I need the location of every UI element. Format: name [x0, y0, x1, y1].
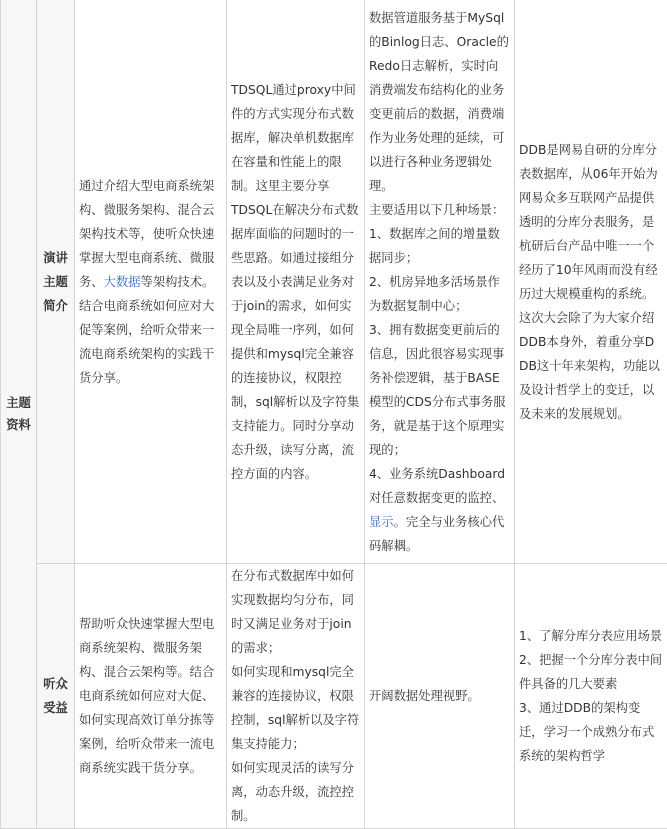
- paragraph: 3、通过DDB的架构变迁，学习一个成熟分布式系统的架构哲学: [519, 696, 663, 768]
- table-row-intro: [1, 0, 667, 564]
- big-data-link[interactable]: 大数据: [104, 275, 141, 289]
- paragraph: 数据管道服务基于MySql的Binlog日志、Oracle的Redo日志解析，实时向消费端发布结构化的业务变更前后的数据，消费端作为业务处理的延续，可以进行各种业务逻辑处理。: [369, 6, 510, 198]
- section-label-cell: [1, 0, 37, 829]
- paragraph: TDSQL在解决分布式数据库面临的问题时的一些思路。如通过接组分表以及小表满足业务对于join的需求，如何实现全局唯一序列，如何提供和mysql完全兼容的连接协议，权限控制，sql解析以及字符集支持能力。同时分享动态升级，读写分离，流控方面的内容。: [231, 198, 360, 486]
- intro-cell-ddb: [515, 0, 667, 564]
- text: 等架构技术。: [141, 275, 215, 289]
- paragraph: 在分布式数据库中如何实现数据均匀分布，同时又满足业务对于join的需求；: [231, 564, 360, 660]
- paragraph: 如何实现灵活的读写分离，动态升级，流控控制。: [231, 756, 360, 828]
- row-label-cell: [37, 564, 75, 829]
- table-row-benefits: [1, 564, 667, 829]
- text: 4、业务系统Dashboard对任意数据变更的监控、: [369, 467, 505, 505]
- intro-cell-data-pipeline: [365, 0, 515, 564]
- benefit-cell-data-pipeline: [365, 564, 515, 829]
- intro-cell-ecommerce: [75, 0, 227, 564]
- paragraph: 结合电商系统如何应对大促等案例，给听众带来一流电商系统架构的实践干货分享。: [79, 294, 222, 390]
- paragraph: [369, 462, 510, 558]
- text: 。完全与业务核心代码解耦。: [369, 515, 504, 553]
- paragraph: 1、数据库之间的增量数据同步；: [369, 222, 510, 270]
- row-label-cell: [37, 0, 75, 564]
- benefit-cell-ddb: [515, 564, 667, 829]
- paragraph: 帮助听众快速掌握大型电商系统架构、微服务架构、混合云架构等。结合电商系统如何应对大促、如何实现高效订单分拣等案例，给听众带来一流电商系统实践干货分享。: [79, 612, 222, 780]
- paragraph: 1、了解分库分表应用场景: [519, 624, 663, 648]
- section-label: 主题资料: [6, 396, 31, 432]
- paragraph: [79, 174, 222, 294]
- paragraph: 这次大会除了为大家介绍DDB本身外，着重分享DDB这十年来架构，功能以及设计哲学上的变迁，以及未来的发展规划。: [519, 306, 663, 426]
- paragraph: 开阔数据处理视野。: [369, 684, 510, 708]
- paragraph: 主要适用以下几种场景：: [369, 198, 510, 222]
- paragraph: 2、机房异地多活场景作为数据复制中心；: [369, 270, 510, 318]
- row-label-intro: 演讲主题简介: [43, 251, 68, 313]
- paragraph: TDSQL通过proxy中间件的方式实现分布式数据库，解决单机数据库在容量和性能上的限制。这里主要分享: [231, 78, 360, 198]
- paragraph: DDB是网易自研的分库分表数据库，从06年开始为网易众多互联网产品提供透明的分库分表服务，是杭研后台产品中唯一一个经历了10年风雨而没有经历过大规模重构的系统。: [519, 138, 663, 306]
- row-label-benefits: 听众受益: [43, 677, 68, 715]
- paragraph: 如何实现和mysql完全兼容的连接协议，权限控制，sql解析以及字符集支持能力；: [231, 660, 360, 756]
- display-link[interactable]: 显示: [369, 515, 394, 529]
- paragraph: 2、把握一个分库分表中间件具备的几大要素: [519, 648, 663, 696]
- benefit-cell-ecommerce: [75, 564, 227, 829]
- benefit-cell-tdsql: [227, 564, 365, 829]
- paragraph: 3、拥有数据变更前后的信息，因此很容易实现事务补偿逻辑，基于BASE模型的CDS分布式事务服务，就是基于这个原理实现的；: [369, 318, 510, 462]
- text: 通过介绍大型电商系统架构、微服务架构、混合云架构技术等，使听众快速掌握大型电商系统、微服务、: [79, 179, 214, 289]
- intro-cell-tdsql: [227, 0, 365, 564]
